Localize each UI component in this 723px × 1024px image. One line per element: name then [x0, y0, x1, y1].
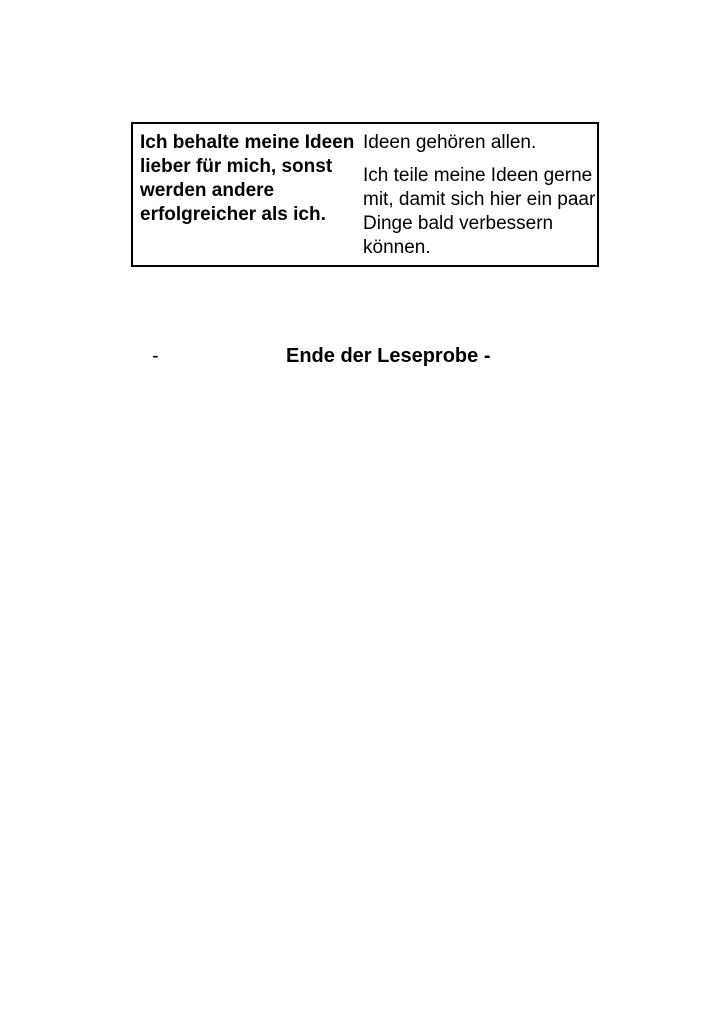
left-statement: Ich behalte meine Ideen lieber für mich, sonst werden andere erfolgreicher als ich. [140, 132, 355, 225]
right-statement-1: Ideen gehören allen. [363, 132, 537, 153]
leading-dash: - [152, 345, 159, 367]
comparison-box [131, 122, 599, 267]
right-statement-2: Ich teile meine Ideen gerne mit, damit sich hier ein paar Dinge bald verbessern können. [363, 165, 596, 258]
end-of-sample-line [0, 343, 723, 369]
right-statements [363, 131, 599, 260]
end-of-sample-text: Ende der Leseprobe - [286, 345, 491, 367]
